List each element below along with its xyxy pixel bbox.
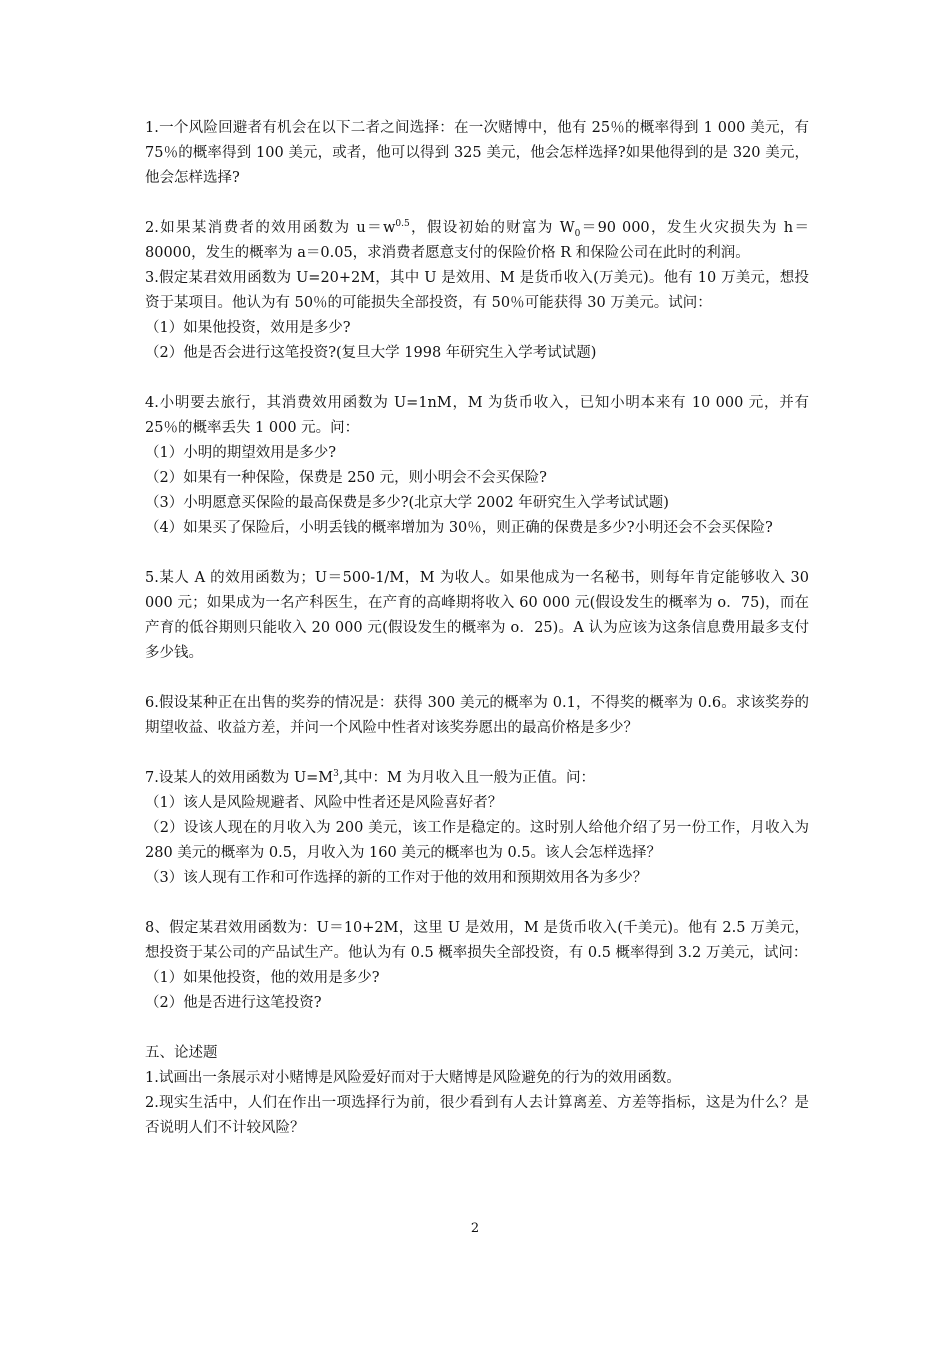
problem-7-sub-2: （2）设该人现在的月收入为 200 美元，该工作是稳定的。这时别人给他介绍了另一份工作，月收入为 280 美元的概率为 0.5，月收入为 160 美元的概率也为 0.5。该人会怎样选择？ xyxy=(145,820,809,861)
problem-4-text: 4.小明要去旅行，其消费效用函数为 U=1nM，M 为货币收入，已知小明本来有 10 000 元，并有 25％的概率丢失 1 000 元。问： xyxy=(145,395,809,436)
essay-question-1: 1.试画出一条展示对小赌博是风险爱好而对于大赌博是风险避免的行为的效用函数。 xyxy=(145,1070,681,1086)
problem-6 xyxy=(145,691,809,741)
problem-8-text: 8、假定某君效用函数为：U＝10+2M，这里 U 是效用，M 是货币收入(千美元)。他有 2.5 万美元，想投资于某公司的产品试生产。他认为有 0.5 概率损失全部投资，有 0.5 概率得到 3.2 万美元，试问： xyxy=(145,920,809,961)
problem-4-sub-3: （3）小明愿意买保险的最高保费是多少?(北京大学 2002 年研究生入学考试试题) xyxy=(145,495,669,511)
blank-line xyxy=(145,891,809,916)
blank-line xyxy=(145,666,809,691)
problem-4 xyxy=(145,391,809,541)
blank-line xyxy=(145,191,809,216)
problem-3-sub-1: （1）如果他投资，效用是多少? xyxy=(145,320,351,336)
problem-7-sub-1: （1）该人是风险规避者、风险中性者还是风险喜好者？ xyxy=(145,795,503,811)
problem-4-sub-1: （1）小明的期望效用是多少? xyxy=(145,445,336,461)
problem-2-text-a: 2.如果某消费者的效用函数为 u＝w xyxy=(145,220,396,236)
problem-7-text-a: 7.设某人的效用函数为 U=M xyxy=(145,770,334,786)
problem-8-sub-2: （2）他是否进行这笔投资? xyxy=(145,995,322,1011)
page-body xyxy=(145,116,809,1141)
problem-7 xyxy=(145,766,809,891)
page-number: 2 xyxy=(470,1221,480,1236)
problem-5-text: 5.某人 A 的效用函数为；U＝500-1/M，M 为收人。如果他成为一名秘书，则每年肯定能够收入 30 000 元；如果成为一名产科医生，在产育的高峰期将收入 60 000 元(假设发生的概率为 o．75)，而在产育的低谷期则只能收入 20 000 元(假设发生的概率为 o．25)。A 认为应该为这条信息费用最多支付多少钱。 xyxy=(145,570,809,661)
problem-4-sub-4: （4）如果买了保险后，小明丢钱的概率增加为 30％，则正确的保费是多少?小明还会不会买保险? xyxy=(145,520,773,536)
problem-4-sub-2: （2）如果有一种保险，保费是 250 元，则小明会不会买保险? xyxy=(145,470,547,486)
problem-2 xyxy=(145,216,809,266)
blank-line xyxy=(145,366,809,391)
essay-section xyxy=(145,1041,809,1141)
problem-2-text xyxy=(145,216,809,266)
problem-3-text: 3.假定某君效用函数为 U=20+2M，其中 U 是效用、M 是货币收入(万美元)。他有 10 万美元，想投资于某项目。他认为有 50％的可能损失全部投资，有 50％可能获得 30 万美元。试问： xyxy=(145,270,809,311)
subscript: 0 xyxy=(574,228,581,239)
problem-7-text xyxy=(145,766,809,791)
problem-2-text-b: ，假设初始的财富为 W xyxy=(409,220,575,236)
problem-7-text-b: ,其中：M 为月收入且一般为正值。问： xyxy=(338,770,595,786)
essay-question-2: 2.现实生活中，人们在作出一项选择行为前，很少看到有人去计算离差、方差等指标，这是为什么？是否说明人们不计较风险？ xyxy=(145,1095,809,1136)
problem-8 xyxy=(145,916,809,1016)
problem-1 xyxy=(145,116,809,191)
problem-6-text: 6.假设某种正在出售的奖券的情况是：获得 300 美元的概率为 0.1，不得奖的概率为 0.6。求该奖券的期望收益、收益方差，并问一个风险中性者对该奖券愿出的最高价格是多少？ xyxy=(145,695,809,736)
exponent: 0.5 xyxy=(395,219,410,230)
blank-line xyxy=(145,1016,809,1041)
problem-1-text: 1.一个风险回避者有机会在以下二者之间选择：在一次赌博中，他有 25％的概率得到 1 000 美元，有 75％的概率得到 100 美元，或者，他可以得到 325 美元，他会怎样选择?如果他得到的是 320 美元，他会怎样选择? xyxy=(145,120,809,186)
problem-8-sub-1: （1）如果他投资，他的效用是多少? xyxy=(145,970,380,986)
problem-5 xyxy=(145,566,809,666)
problem-7-sub-3: （3）该人现有工作和可作选择的新的工作对于他的效用和预期效用各为多少？ xyxy=(145,870,648,886)
problem-2-text-c: ＝90 000，发生火灾损失为 h＝80000，发生的概率为 a＝0.05，求消费者愿意支付的保险价格 R 和保险公司在此时的利润。 xyxy=(145,220,810,261)
blank-line xyxy=(145,741,809,766)
blank-line xyxy=(145,541,809,566)
section-heading: 五、论述题 xyxy=(145,1045,218,1061)
problem-3-sub-2: （2）他是否会进行这笔投资?(复旦大学 1998 年研究生入学考试试题) xyxy=(145,345,597,361)
exponent: 3 xyxy=(333,769,339,780)
problem-3 xyxy=(145,266,809,366)
